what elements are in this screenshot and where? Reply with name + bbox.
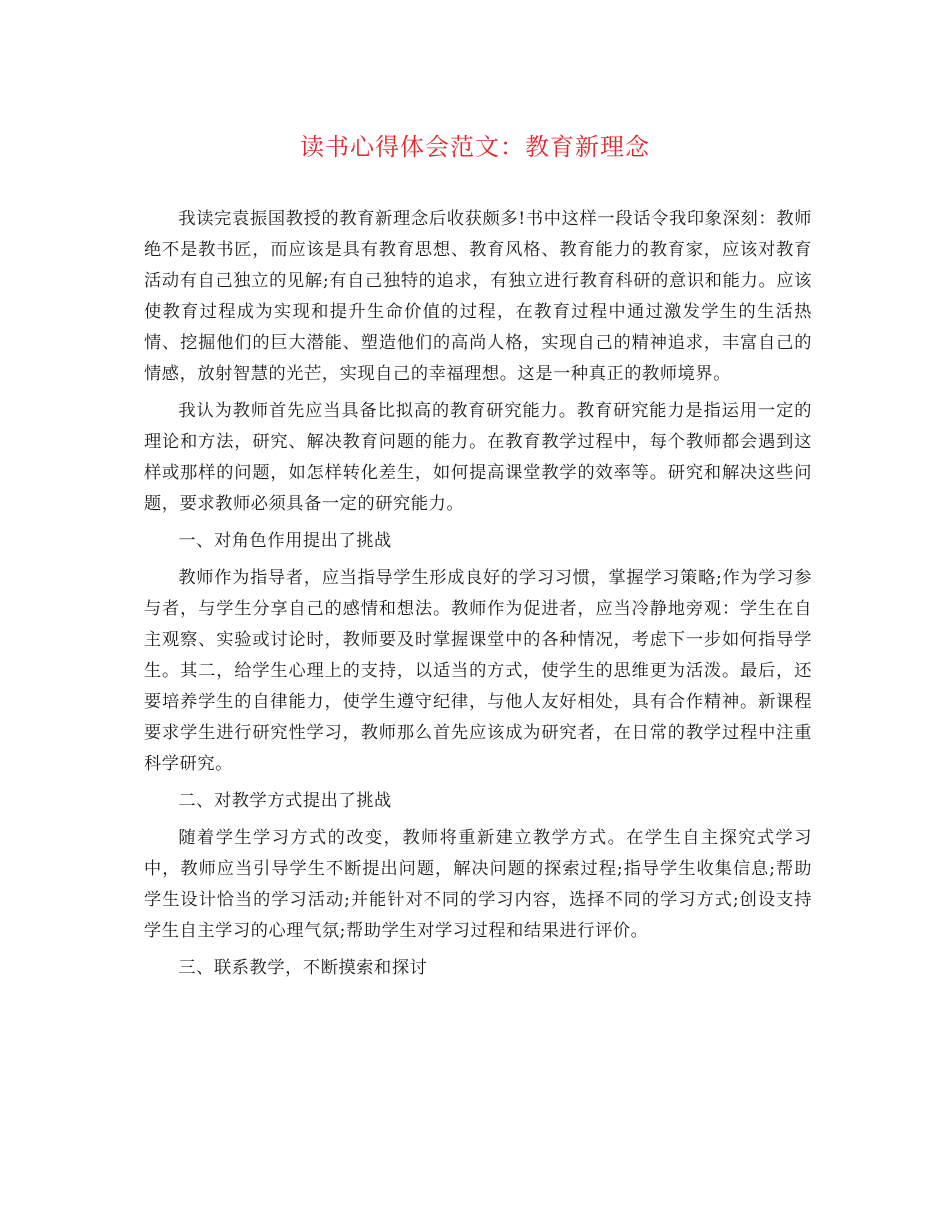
paragraph-teaching-method: 随着学生学习方式的改变，教师将重新建立教学方式。在学生自主探究式学习中，教师应当引导学生不断提出问题，解决问题的探索过程;指导学生收集信息;帮助学生设计恰当的学习活动;并能针对不同的学习内容，选择不同的学习方式;创设支持学生自主学习的心理气氛;帮助学生对学习过程和结果进行评价。 — [144, 828, 812, 941]
section-heading-practice: 三、联系教学，不断摸索和探讨 — [178, 958, 428, 978]
document-body — [144, 204, 812, 984]
section-heading-teaching-method: 二、对教学方式提出了挑战 — [178, 791, 392, 811]
paragraph-intro: 我读完袁振国教授的教育新理念后收获颇多!书中这样一段话令我印象深刻：教师绝不是教书匠，而应该是具有教育思想、教育风格、教育能力的教育家，应该对教育活动有自己独立的见解;有自己独特的追求，有独立进行教育科研的意识和能力。应该使教育过程成为实现和提升生命价值的过程，在教育过程中通过激发学生的生活热情、挖掘他们的巨大潜能、塑造他们的高尚人格，实现自己的精神追求，丰富自己的情感，放射智慧的光芒，实现自己的幸福理想。这是一种真正的教师境界。 — [144, 209, 812, 384]
section-heading-role: 一、对角色作用提出了挑战 — [178, 531, 392, 551]
paragraph-role: 教师作为指导者，应当指导学生形成良好的学习习惯，掌握学习策略;作为学习参与者，与学生分享自己的感情和想法。教师作为促进者，应当冷静地旁观：学生在自主观察、实验或讨论时，教师要及时掌握课堂中的各种情况，考虑下一步如何指导学生。其二，给学生心理上的支持，以适当的方式，使学生的思维更为活泼。最后，还要培养学生的自律能力，使学生遵守纪律，与他人友好相处，具有合作精神。新课程要求学生进行研究性学习，教师那么首先应该成为研究者，在日常的教学过程中注重科学研究。 — [144, 568, 812, 774]
document-title: 读书心得体会范文：教育新理念 — [300, 133, 650, 161]
paragraph-research-ability: 我认为教师首先应当具备比拟高的教育研究能力。教育研究能力是指运用一定的理论和方法，研究、解决教育问题的能力。在教育教学过程中，每个教师都会遇到这样或那样的问题，如怎样转化差生，如何提高课堂教学的效率等。研究和解决这些问题，要求教师必须具备一定的研究能力。 — [144, 401, 812, 514]
